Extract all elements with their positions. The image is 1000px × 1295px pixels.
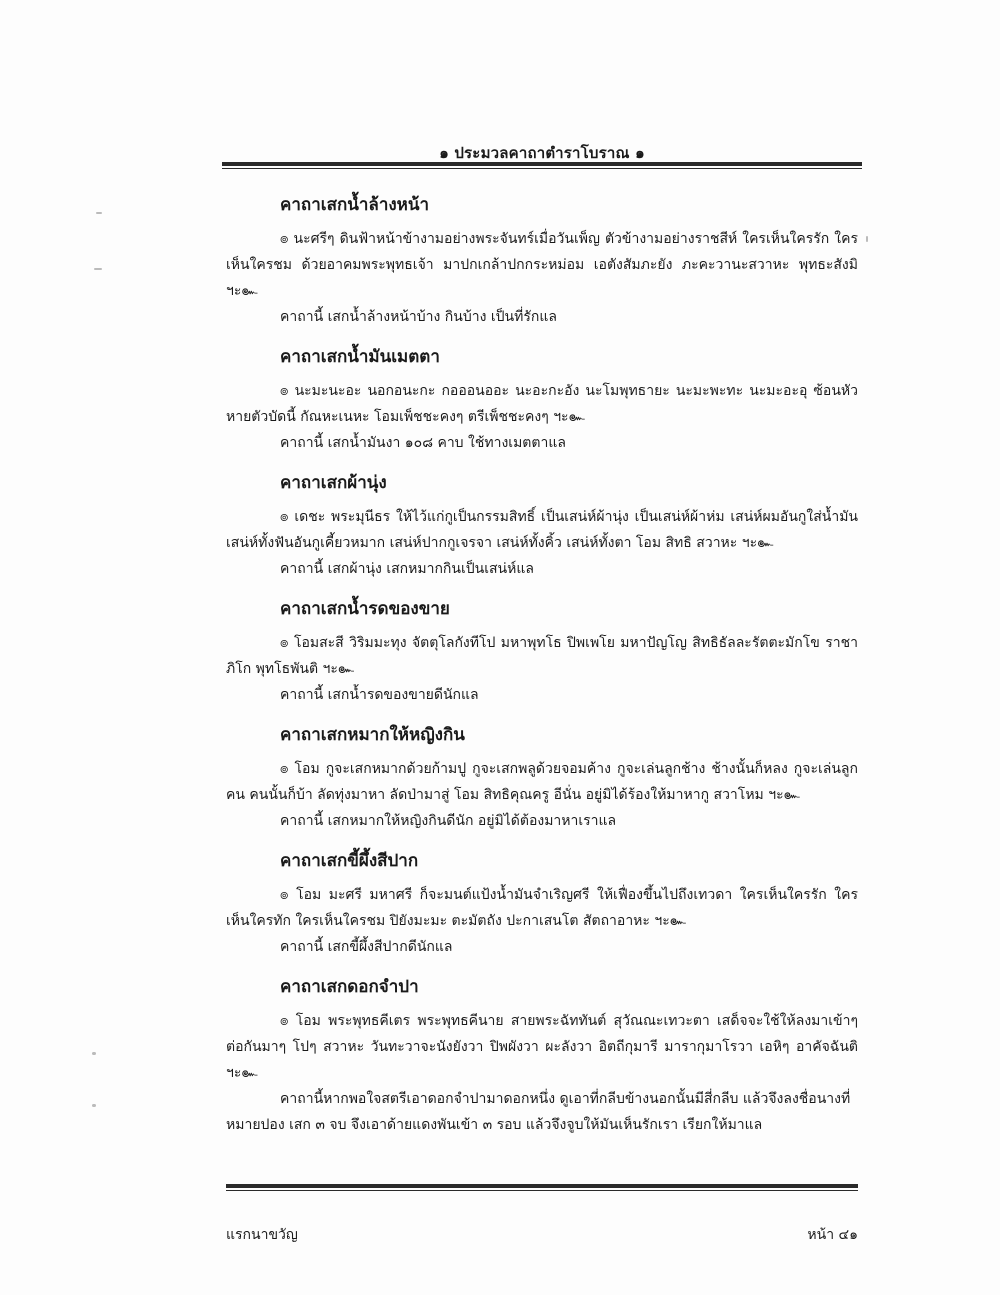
- header-rule-thick: [222, 162, 862, 166]
- usage-note: คาถานี้ เสกน้ำมันงา ๑๐๘ คาบ ใช้ทางเมตตาแล: [280, 435, 566, 451]
- incantation-text: ๏ นะศรีๆ ดินฟ้าหน้าข้างามอย่างพระจันทร์เมื่อวันเพ็ญ ตัวข้างามอย่างราชสีห์ ใครเห็นใครรัก ใครเห็นใครชม ด้วยอาคมพระพุทธเจ้า มาปกเกล้าปกกระหม่อม เอตังสัมภะยัง ภะคะวานะสวาหะ พุทธะสังมิ ฯะ๛: [226, 231, 858, 299]
- footer-rule-thin: [226, 1190, 858, 1191]
- usage-note: คาถานี้ เสกผ้านุ่ง เสกหมากกินเป็นเสน่ห์แล: [280, 561, 534, 577]
- section-title: คาถาเสกดอกจำปา: [280, 977, 419, 997]
- main-content: [226, 190, 858, 1150]
- usage-note: คาถานี้ เสกหมากให้หญิงกินดีนัก อยู่มิได้ต้องมาหาเราแล: [280, 813, 617, 829]
- usage-note: คาถานี้ เสกน้ำรดของขายดีนักแล: [280, 687, 479, 703]
- footer-book-title: แรกนาขวัญ: [226, 1227, 298, 1243]
- section-title: คาถาเสกน้ำรดของขาย: [280, 599, 450, 619]
- section-title: คาถาเสกน้ำมันเมตตา: [280, 347, 440, 367]
- section: [226, 468, 858, 582]
- section-title: คาถาเสกหมากให้หญิงกิน: [280, 725, 465, 745]
- usage-note: คาถานี้ เสกขี้ผึ้งสีปากดีนักแล: [280, 939, 453, 955]
- incantation-text: ๏ โอมสะสี วิริมมะทุง จัตตุโลกังทีโป มหาพุทโธ ปิพเพโย มหาปัญโญ สิทธิธัลละรัตตะมักโข ราชาภิโก พุทโธพันติ ฯะ๛: [226, 635, 858, 677]
- section: [226, 594, 858, 708]
- header-rule-thin: [222, 168, 862, 169]
- page-number: หน้า ๔๑: [807, 1227, 858, 1243]
- scan-speck: [92, 1052, 96, 1055]
- incantation-text: ๏ โอม พระพุทธคีเตร พระพุทธคีนาย สายพระฉัททันต์ สุวัณณะเทวะตา เสด็จจะใช้ให้ลงมาเข้าๆ ต่อกันมาๆ โปๆ สวาหะ วันทะวาจะนังยังวา ปิพผังวา ผะลังวา อิตถีกุมารี มารากุมาโรวา เอหิๆ อาคัจฉันติ ฯะ๛: [226, 1013, 858, 1081]
- scan-speck: [866, 236, 868, 242]
- scan-speck: [92, 1104, 96, 1107]
- section: [226, 846, 858, 960]
- footer-rule-thick: [226, 1184, 858, 1188]
- incantation-text: ๏ นะมะนะอะ นอกอนะกะ กอออนออะ นะอะกะอัง นะโมพุทธายะ นะมะพะทะ นะมะอะอุ ซ้อนหัวหายตัวบัดนี้ กัณหะเนหะ โอมเพ็ชชะคงๆ ตรีเพ็ชชะคงๆ ฯะ๛: [226, 383, 858, 425]
- section-title: คาถาเสกผ้านุ่ง: [280, 473, 387, 493]
- scan-speck: [94, 268, 102, 270]
- usage-note: คาถานี้หากพอใจสตรีเอาดอกจำปามาดอกหนึ่ง ดูเอาที่กลีบข้างนอกนั้นมีสี่กลีบ แล้วจึงลงชื่อนางที่หมายปอง เสก ๓ จบ จึงเอาด้ายแดงพันเข้า ๓ รอบ แล้วจึงจูบให้มันเห็นรักเรา เรียกให้มาแล: [226, 1091, 851, 1133]
- section-title: คาถาเสกน้ำล้างหน้า: [280, 195, 430, 215]
- usage-note: คาถานี้ เสกน้ำล้างหน้าบ้าง กินบ้าง เป็นที่รักแล: [280, 309, 557, 325]
- section: [226, 720, 858, 834]
- incantation-text: ๏ เดชะ พระมุนีธร ให้ไว้แก่กูเป็นกรรมสิทธิ์ เป็นเสน่ห์ผ้านุ่ง เป็นเสน่ห์ผ้าห่ม เสน่ห์ผมอันกูใส่น้ำมัน เสน่ห์ทั้งฟันอันกูเคี้ยวหมาก เสน่ห์ปากกูเจรจา เสน่ห์ทั้งคิ้ว เสน่ห์ทั้งตา โอม สิทธิ สวาหะ ฯะ๛: [226, 509, 858, 551]
- incantation-text: ๏ โอม กูจะเสกหมากด้วยก้ามปู กูจะเสกพลูด้วยจอมค้าง กูจะเล่นลูกช้าง ช้างนั้นก็หลง กูจะเล่นลูกคน คนนั้นก็บ้า ลัดทุ่งมาหา ลัดป่ามาสู่ โอม สิทธิคุณครู อีนั่น อยู่มิได้ร้องให้มาหากู สวาโหม ฯะ๛: [226, 761, 858, 803]
- incantation-text: ๏ โอม มะศรี มหาศรี ก็จะมนต์แป้งน้ำมันจำเริญศรี ให้เฟื่องขึ้นไปถึงเทวดา ใครเห็นใครรัก ใครเห็นใครทัก ใครเห็นใครชม ปิยังมะมะ ตะมัตถัง ปะกาเสนโต สัตถาอาหะ ฯะ๛: [226, 887, 858, 929]
- section: [226, 972, 858, 1138]
- scan-speck: [96, 212, 102, 214]
- section: [226, 342, 858, 456]
- section: [226, 190, 858, 330]
- running-header: ๑ ประมวลคาถาตำราโบราณ ๑: [439, 144, 645, 162]
- section-title: คาถาเสกขี้ผึ้งสีปาก: [280, 851, 419, 871]
